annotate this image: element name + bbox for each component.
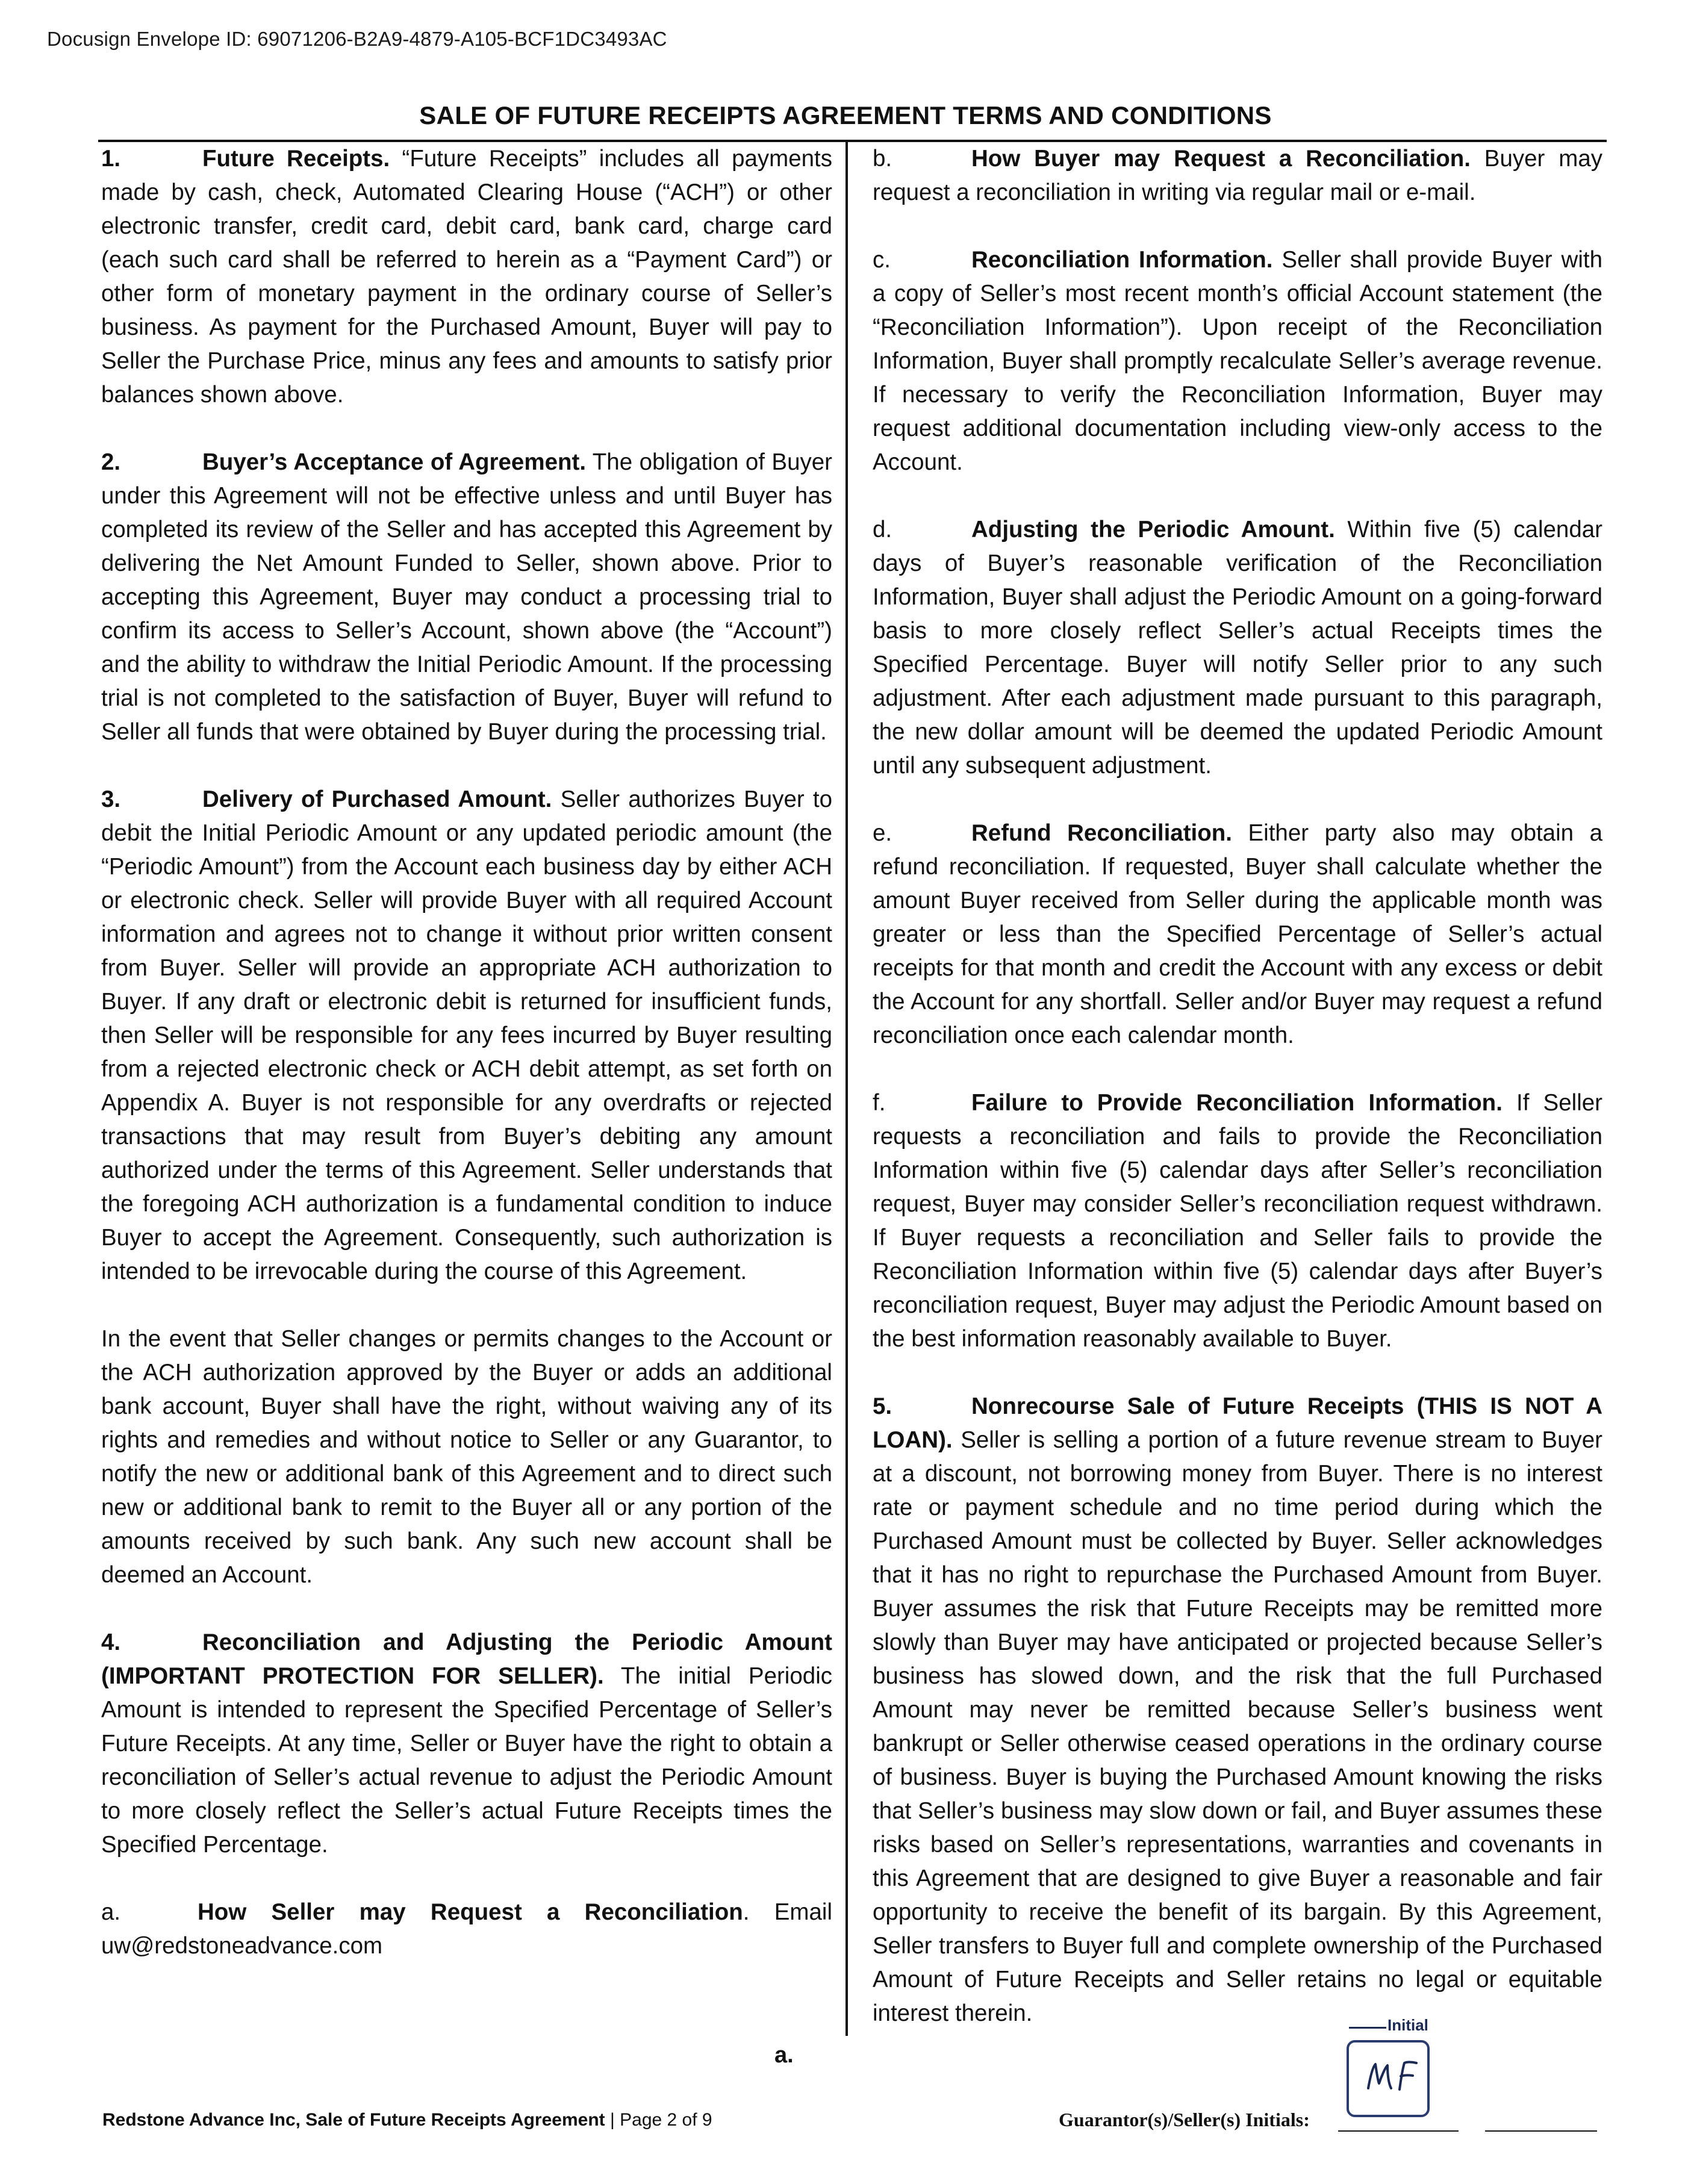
- subsection-body: Within five (5) calendar days of Buyer’s reasonable verification of the Reconciliation Information, Buyer shall adjust the Periodic Amount on a going-forward basis to more closely reflect Seller’s actual Receipts times the Specified Percentage. Buyer will notify Seller prior to any such adjustment. After each adjustment made pursuant to this paragraph, the new dollar amount will be deemed the updated Periodic Amount until any subsequent adjustment.: [873, 517, 1602, 779]
- section-body: Seller is selling a portion of a future revenue stream to Buyer at a discount, not borrowing money from Buyer. There is no interest rate or payment schedule and no time period during which the Purchased Amount must be collected by Buyer. Seller acknowledges that it has no right to repurchase the Purchased Amount from Buyer. Buyer assumes the risk that Future Receipts may be remitted more slowly than Buyer may have anticipated or projected because Seller’s business has slowed down, and the risk that the full Purchased Amount may never be remitted because Seller’s business went bankrupt or Seller otherwise ceased operations in the ordinary course of business. Buyer is buying the Purchased Amount knowing the risks that Seller’s business may slow down or fail, and Buyer assumes these risks based on Seller’s representations, warranties and covenants in this Agreement that are designed to give Buyer a reasonable and fair opportunity to receive the benefit of its bargain. By this Agreement, Seller transfers to Buyer full and complete ownership of the Purchased Amount of Future Receipts and Seller retains no legal or equitable interest therein.: [873, 1427, 1602, 2026]
- subsection-heading: Reconciliation Information.: [971, 247, 1273, 273]
- section-body: The initial Periodic Amount is intended to represent the Specified Percentage of Seller’s Future Receipts. At any time, Seller or Buyer have the right to obtain a reconciliation of Seller’s actual revenue to adjust the Periodic Amount to more closely reflect the Seller’s actual Future Receipts times the Specified Percentage.: [101, 1663, 832, 1858]
- section-4f: [873, 1086, 1602, 1356]
- section-2: [101, 446, 832, 749]
- section-heading: Nonrecourse Sale of Future Receipts (THIS IS NOT A LOAN).: [873, 1393, 1602, 1453]
- section-4: [101, 1626, 832, 1862]
- section-4b: [873, 142, 1602, 210]
- footer-separator: |: [605, 2110, 620, 2130]
- subsection-letter: a.: [101, 1899, 121, 1925]
- section-heading: Buyer’s Acceptance of Agreement.: [202, 449, 587, 475]
- subsection-body: Seller shall provide Buyer with a copy of Seller’s most recent month’s official Account statement (the “Reconciliation Information”). Upon receipt of the Reconciliation Information, Buyer shall promptly recalculate Seller’s average revenue. If necessary to verify the Reconciliation Information, Buyer may request additional documentation including view-only access to the Account.: [873, 247, 1602, 475]
- section-heading: Reconciliation and Adjusting the Periodic Amount (IMPORTANT PROTECTION FOR SELLER).: [101, 1629, 832, 1689]
- page-number: Page 2 of 9: [620, 2110, 712, 2130]
- section-body: “Future Receipts” includes all payments made by cash, check, Automated Clearing House (“ACH”) or other electronic transfer, credit card, debit card, bank card, charge card (each such card shall be referred to herein as a “Payment Card”) or other form of monetary payment in the ordinary course of Seller’s business. As payment for the Purchased Amount, Buyer will pay to Seller the Purchase Price, minus any fees and amounts to satisfy prior balances shown above.: [101, 146, 832, 408]
- section-body: Seller authorizes Buyer to debit the Initial Periodic Amount or any updated periodic amount (the “Periodic Amount”) from the Account each business day by either ACH or electronic check. Seller will provide Buyer with all required Account information and agrees not to change it without prior written consent from Buyer. Seller will provide an appropriate ACH authorization to Buyer. If any draft or electronic debit is returned for insufficient funds, then Seller will be responsible for any fees incurred by Buyer resulting from a rejected electronic check or ACH debit attempt, as set forth on Appendix A. Buyer is not responsible for any overdrafts or rejected transactions that may result from Buyer’s debiting any amount authorized under the terms of this Agreement. Seller understands that the foregoing ACH authorization is a fundamental condition to induce Buyer to accept the Agreement. Consequently, such authorization is intended to be irrevocable during the course of this Agreement.: [101, 786, 833, 1284]
- section-4d: [873, 513, 1602, 783]
- initials-signature: [1365, 2055, 1419, 2097]
- section-body: The obligation of Buyer under this Agreement will not be effective unless and until Buyer has completed its review of the Seller and has accepted this Agreement by delivering the Net Amount Funded to Seller, shown above. Prior to accepting this Agreement, Buyer may conduct a processing trial to confirm its access to Seller’s Account, shown above (the “Account”) and the ability to withdraw the Initial Periodic Amount. If the processing trial is not completed to the satisfaction of Buyer, Buyer will refund to Seller all funds that were obtained by Buyer during the processing trial.: [101, 449, 832, 745]
- initial-label: Initial: [1387, 2016, 1428, 2034]
- subsection-body: If Seller requests a reconciliation and fails to provide the Reconciliation Information within five (5) calendar days after Seller’s reconciliation request, Buyer may consider Seller’s reconciliation request withdrawn. If Buyer requests a reconciliation and Seller fails to provide the Reconciliation Information within five (5) calendar days after Buyer’s reconciliation request, Buyer may adjust the Periodic Amount based on the best information reasonably available to Buyer.: [873, 1090, 1602, 1352]
- subsection-heading: Refund Reconciliation.: [971, 820, 1232, 846]
- list-marker: a.: [774, 2042, 794, 2068]
- footer-company: Redstone Advance Inc, Sale of Future Receipts Agreement: [102, 2110, 605, 2130]
- section-number: 5.: [873, 1393, 892, 1419]
- section-4c: [873, 243, 1602, 479]
- subsection-body: Buyer may request a reconciliation in writing via regular mail or e-mail.: [873, 146, 1602, 205]
- document-title: SALE OF FUTURE RECEIPTS AGREEMENT TERMS AND CONDITIONS: [419, 101, 1272, 129]
- initials-label: Guarantor(s)/Seller(s) Initials:: [1059, 2109, 1310, 2130]
- section-number: 2.: [101, 449, 121, 475]
- subsection-body: Either party also may obtain a refund reconciliation. If requested, Buyer shall calculate whether the amount Buyer received from Seller during the applicable month was greater or less than the Specified Percentage of Seller’s actual receipts for that month and credit the Account with any excess or debit the Account for any shortfall. Seller and/or Buyer may request a refund reconciliation once each calendar month.: [873, 820, 1603, 1048]
- section-1: [101, 142, 832, 412]
- guarantor-initials-line[interactable]: [1338, 2130, 1459, 2132]
- section-4a: [101, 1896, 832, 1963]
- subsection-letter: d.: [873, 517, 892, 543]
- column-divider: [846, 142, 848, 2036]
- initial-label-line: [1349, 2027, 1386, 2029]
- subsection-heading: Adjusting the Periodic Amount.: [971, 517, 1335, 543]
- footer-document-name: [102, 2110, 712, 2130]
- left-column: [101, 142, 832, 1963]
- envelope-id: Docusign Envelope ID: 69071206-B2A9-4879-A105-BCF1DC3493AC: [47, 28, 667, 50]
- section-number: 3.: [101, 786, 121, 812]
- subsection-heading: How Buyer may Request a Reconciliation.: [971, 146, 1471, 172]
- subsection-heading: How Seller may Request a Reconciliation: [198, 1899, 743, 1925]
- subsection-heading: Failure to Provide Reconciliation Information.: [971, 1090, 1503, 1116]
- seller-initials-line[interactable]: [1485, 2130, 1597, 2132]
- section-heading: Future Receipts.: [202, 146, 390, 172]
- section-number: 1.: [101, 146, 121, 172]
- subsection-letter: b.: [873, 146, 892, 172]
- section-heading: Delivery of Purchased Amount.: [202, 786, 552, 812]
- section-5: [873, 1390, 1602, 2030]
- subsection-letter: c.: [873, 247, 891, 273]
- subsection-letter: f.: [873, 1090, 886, 1116]
- subsection-body: . Email uw@redstoneadvance.com: [101, 1899, 832, 1959]
- subsection-letter: e.: [873, 820, 892, 846]
- section-3: [101, 783, 832, 1289]
- section-number: 4.: [101, 1629, 121, 1655]
- right-column: [873, 142, 1602, 2030]
- section-4e: [873, 817, 1602, 1053]
- section-3-paragraph-2: In the event that Seller changes or permits changes to the Account or the ACH authorization approved by the Buyer or adds an additional bank account, Buyer shall have the right, without waiving any of its rights and remedies and without notice to Seller or any Guarantor, to notify the new or additional bank of this Agreement and to direct such new or additional bank to remit to the Buyer all or any portion of the amounts received by such bank. Any such new account shall be deemed an Account.: [101, 1326, 832, 1588]
